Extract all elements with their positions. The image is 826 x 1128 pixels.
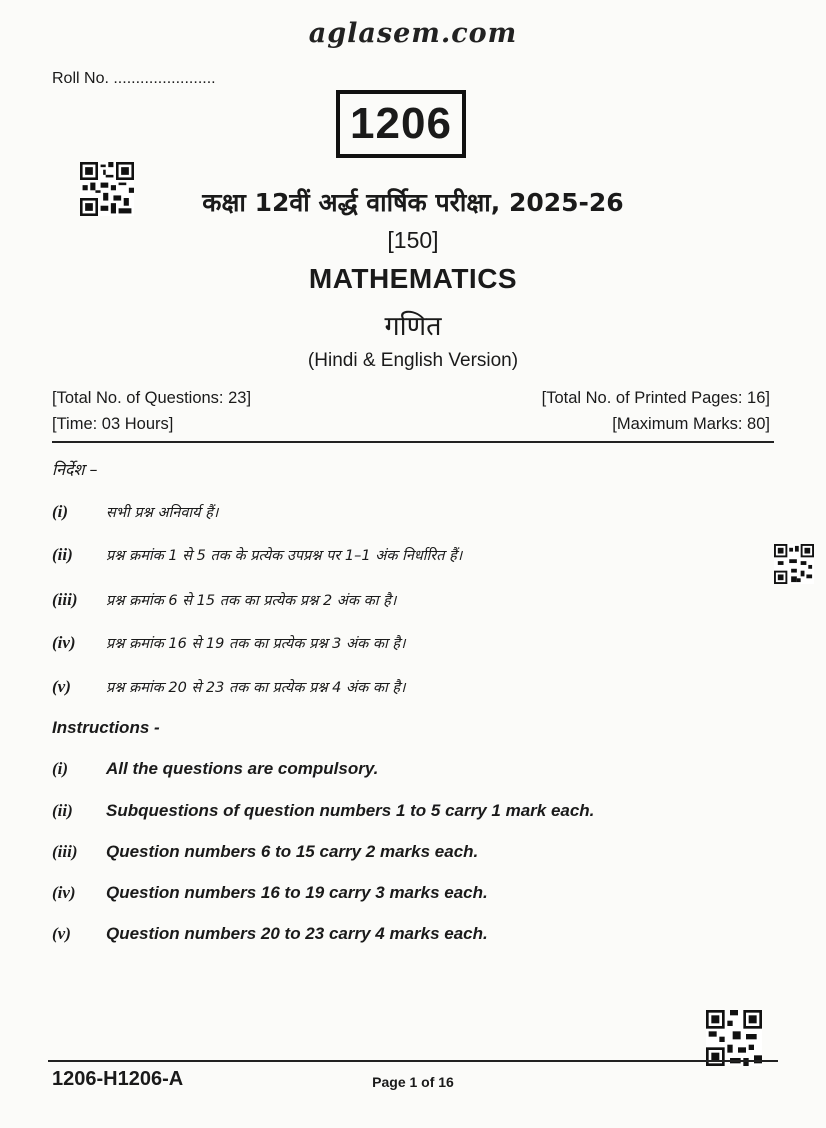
hindi-instruction-item (52, 502, 218, 522)
subject-name-english: MATHEMATICS (308, 263, 518, 294)
english-instructions-heading: Instructions - (52, 718, 160, 737)
paper-code-box (336, 90, 466, 158)
instruction-number: (iv) (52, 633, 76, 652)
roll-number-field: Roll No. ....................... (52, 70, 216, 87)
instruction-text: प्रश्न क्रमांक 1 से 5 तक के प्रत्येक उपप्रश्न पर 1–1 अंक निर्धारित हैं। (106, 548, 463, 564)
subject-code: [150] (387, 227, 439, 253)
english-instruction-item (52, 924, 488, 944)
hindi-instruction-item (52, 677, 406, 697)
instruction-text: Question numbers 16 to 19 carry 3 marks each. (106, 883, 488, 902)
footer-divider (48, 1060, 778, 1062)
watermark: aglasem.com (308, 18, 518, 49)
instruction-number: (ii) (52, 545, 73, 564)
hindi-instructions-heading: निर्देश – (52, 460, 98, 479)
qr-code-icon (706, 1010, 762, 1066)
instruction-text: Subquestions of question numbers 1 to 5 carry 1 mark each. (106, 801, 595, 820)
header-divider (52, 441, 774, 443)
instruction-text: सभी प्रश्न अनिवार्य हैं। (106, 505, 219, 521)
subject-name-hindi: गणित (384, 311, 442, 342)
footer-paper-code: 1206-H1206-A (52, 1068, 184, 1090)
instruction-text: All the questions are compulsory. (106, 759, 379, 778)
paper-version: (Hindi & English Version) (307, 350, 519, 371)
instruction-number: (ii) (52, 801, 73, 820)
instruction-number: (v) (52, 924, 71, 943)
instruction-number: (iv) (52, 883, 76, 902)
instruction-number: (iii) (52, 590, 78, 609)
instruction-text: प्रश्न क्रमांक 6 से 15 तक का प्रत्येक प्रश्न 2 अंक का है। (106, 593, 397, 609)
total-pages: [Total No. of Printed Pages: 16] (541, 389, 770, 407)
english-instruction-item (52, 759, 378, 779)
instruction-text: Question numbers 6 to 15 carry 2 marks each. (106, 842, 479, 861)
maximum-marks: [Maximum Marks: 80] (612, 415, 770, 433)
page-number: Page 1 of 16 (372, 1074, 454, 1090)
instruction-number: (i) (52, 502, 69, 521)
instruction-text: प्रश्न क्रमांक 20 से 23 तक का प्रत्येक प्रश्न 4 अंक का है। (106, 680, 406, 696)
english-instruction-item (52, 801, 594, 821)
instruction-number: (i) (52, 759, 69, 778)
english-instruction-item (52, 883, 488, 903)
qr-code-icon (774, 544, 814, 584)
exam-title: कक्षा 12वीं अर्द्ध वार्षिक परीक्षा, 2025-26 (202, 188, 624, 217)
paper-code: 1206 (350, 99, 452, 148)
hindi-instruction-item (52, 545, 462, 565)
english-instruction-item (52, 842, 478, 862)
hindi-instruction-item (52, 633, 406, 653)
hindi-instruction-item (52, 590, 396, 610)
instruction-text: प्रश्न क्रमांक 16 से 19 तक का प्रत्येक प्रश्न 3 अंक का है। (106, 636, 406, 652)
total-questions: [Total No. of Questions: 23] (52, 389, 252, 407)
instruction-number: (v) (52, 677, 71, 696)
time-duration: [Time: 03 Hours] (52, 415, 174, 433)
instruction-number: (iii) (52, 842, 78, 861)
instruction-text: Question numbers 20 to 23 carry 4 marks each. (106, 924, 488, 943)
